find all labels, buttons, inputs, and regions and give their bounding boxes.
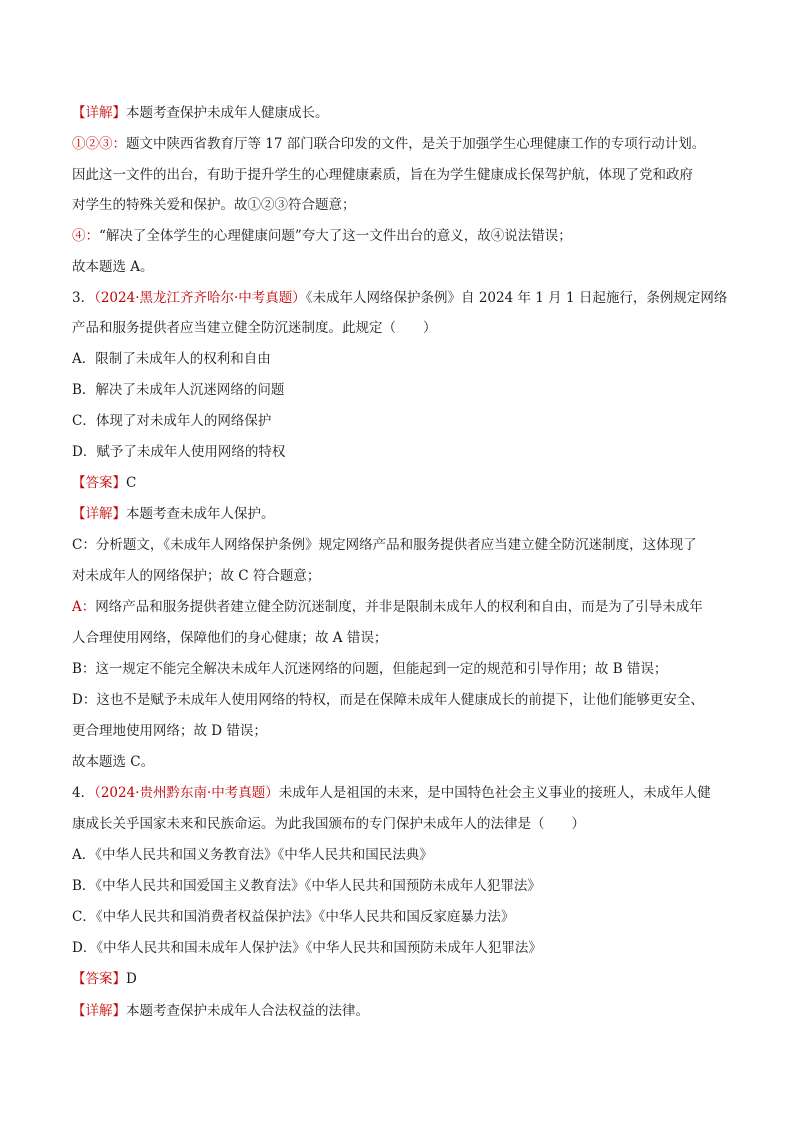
detail-tag: 【详解】 [72, 1003, 126, 1019]
question-source: （2024·贵州黔东南·中考真题） [94, 785, 279, 801]
option-c: C．体现了对未成年人的网络保护 [72, 413, 272, 429]
detail-tag: 【详解】 [72, 105, 126, 121]
analysis-line [72, 690, 704, 710]
detail-text: 本题考查保护未成年人合法权益的法律。 [126, 1003, 369, 1019]
conclusion-line: 故本题选 C。 [72, 754, 155, 770]
stem-text: 未成年人是祖国的未来，是中国特色社会主义事业的接班人，未成年人健 [278, 785, 711, 801]
analysis-line [72, 226, 572, 246]
answer-value: D [126, 971, 137, 987]
option-marker: B： [72, 661, 96, 677]
detail-tag: 【详解】 [72, 506, 126, 522]
detail-text: 本题考查未成年人保护。 [126, 506, 275, 522]
question-4-stem-cont: 康成长关乎国家未来和民族命运。为此我国颁布的专门保护未成年人的法律是（ ） [72, 816, 585, 832]
option-marker: A： [72, 599, 96, 615]
option-a: A．《中华人民共和国义务教育法》《中华人民共和国民法典》 [72, 847, 433, 863]
answer-tag: 【答案】 [72, 475, 126, 491]
analysis-text: 网络产品和服务提供者建立健全防沉迷制度，并非是限制未成年人的权利和自由，而是为了引导未成年 [95, 599, 703, 615]
answer-line [72, 969, 137, 989]
question-number: 3． [72, 290, 95, 306]
analysis-line: 对未成年人的网络保护；故 C 符合题意； [72, 568, 321, 584]
analysis-text: 这一规定不能完全解决未成年人沉迷网络的问题，但能起到一定的规范和引导作用；故 B 错误； [95, 661, 668, 677]
analysis-line: 对学生的特殊关爱和保护。故①②③符合题意； [72, 197, 356, 213]
option-d: D．赋予了未成年人使用网络的特权 [72, 444, 286, 460]
question-3-stem-cont: 产品和服务提供者应当建立健全防沉迷制度。此规定（ ） [72, 320, 437, 336]
option-c: C．《中华人民共和国消费者权益保护法》《中华人民共和国反家庭暴力法》 [72, 909, 515, 925]
conclusion-line: 故本题选 A。 [72, 259, 154, 275]
detail-text: 本题考查保护未成年人健康成长。 [126, 105, 329, 121]
stem-text: 《未成年人网络保护条例》自 2024 年 1 月 1 日起施行，条例规定网络 [305, 290, 728, 306]
analysis-line [72, 597, 703, 617]
detail-line [72, 103, 329, 123]
analysis-text: 分析题文，《未成年人网络保护条例》规定网络产品和服务提供者应当建立健全防沉迷制度，这体现了 [95, 537, 697, 553]
option-marker: ①②③： [72, 136, 126, 152]
analysis-line [72, 134, 705, 154]
analysis-line: 更合理地使用网络；故 D 错误； [72, 723, 267, 739]
analysis-text: 题文中陕西省教育厅等 17 部门联合印发的文件，是关于加强学生心理健康工作的专项行动计划。 [126, 136, 706, 152]
option-b: B．解决了未成年人沉迷网络的问题 [72, 382, 285, 398]
option-a: A．限制了未成年人的权利和自由 [72, 351, 271, 367]
option-b: B．《中华人民共和国爱国主义教育法》《中华人民共和国预防未成年人犯罪法》 [72, 878, 541, 894]
option-d: D．《中华人民共和国未成年人保护法》《中华人民共和国预防未成年人犯罪法》 [72, 940, 542, 956]
analysis-line [72, 659, 667, 679]
analysis-text: “解决了全体学生的心理健康问题”夸大了这一文件出台的意义，故④说法错误； [99, 228, 572, 244]
detail-line [72, 1001, 369, 1021]
question-4-stem [72, 783, 711, 803]
answer-line [72, 473, 136, 493]
option-marker: C： [72, 537, 96, 553]
question-number: 4． [72, 785, 95, 801]
question-source: （2024·黑龙江齐齐哈尔·中考真题） [94, 290, 306, 306]
option-marker: D： [72, 692, 97, 708]
answer-tag: 【答案】 [72, 971, 126, 987]
analysis-line: 因此这一文件的出台，有助于提升学生的心理健康素质，旨在为学生健康成长保驾护航，体现了党和政府 [72, 167, 693, 183]
analysis-text: 这也不是赋予未成年人使用网络的特权，而是在保障未成年人健康成长的前提下，让他们能够更安全、 [96, 692, 704, 708]
question-3-stem [72, 288, 727, 308]
option-marker: ④： [72, 228, 99, 244]
analysis-line [72, 535, 697, 555]
analysis-line: 人合理使用网络，保障他们的身心健康；故 A 错误； [72, 630, 388, 646]
detail-line [72, 504, 275, 524]
answer-value: C [126, 475, 137, 491]
